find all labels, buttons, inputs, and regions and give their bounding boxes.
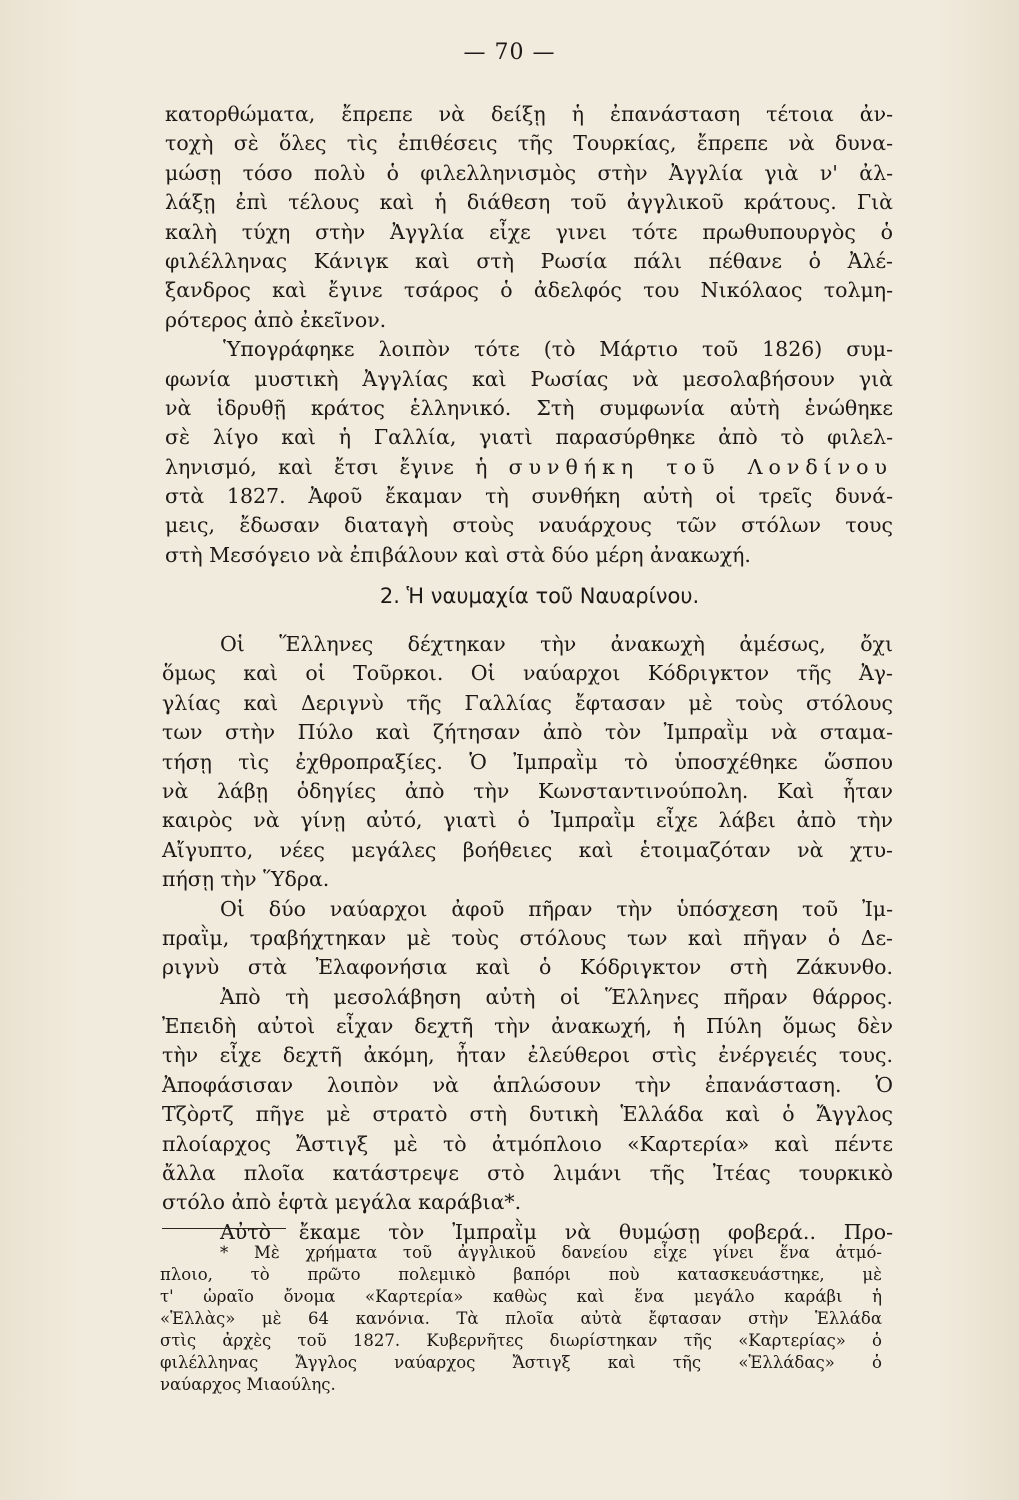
section-heading: 2. Ἡ ναυμαχία τοῦ Ναυαρίνου. <box>379 584 700 608</box>
text-line: φωνία μυστικὴ Ἀγγλίας καὶ Ρωσίας νὰ μεσολαβήσουν γιὰ <box>165 366 893 391</box>
text-line: πραῒμ, τραβήχτηκαν μὲ τοὺς στόλους των καὶ πῆγαν ὁ Δε- <box>162 925 893 950</box>
text-line: κατορθώματα, ἔπρεπε νὰ δείξῃ ἡ ἐπανάσταση τέτοια ἀν- <box>165 102 893 126</box>
text-line: νὰ ἱδρυθῇ κράτος ἑλληνικό. Στὴ συμφωνία αὐτὴ ἑνώθηκε <box>165 395 893 420</box>
text-line: ρότερος ἀπὸ ἐκεῖνον. <box>165 307 387 332</box>
text-line: Οἱ δύο ναύαρχοι ἀφοῦ πῆραν τὴν ὑπόσχεση τοῦ Ἰμ- <box>220 896 893 921</box>
section-text-block <box>162 630 893 1247</box>
text-line: γλίας καὶ Δεριγνὺ τῆς Γαλλίας ἔφτασαν μὲ τοὺς στόλους <box>162 690 893 715</box>
text-line: φιλέλληνας Κάνιγκ καὶ στὴ Ρωσία πάλι πέθανε ὁ Ἀλέ- <box>165 248 893 273</box>
text-line: μώσῃ τόσο πολὺ ὁ φιλελληνισμὸς στὴν Ἀγγλία γιὰ ν' ἀλ- <box>165 160 893 185</box>
footnote <box>160 1242 882 1396</box>
text-line: πήσῃ τὴν Ὕδρα. <box>162 867 330 892</box>
footnote-line: πλοιο, τὸ πρῶτο πολεμικὸ βαπόρι ποὺ κατασκευάστηκε, μὲ <box>160 1265 882 1284</box>
footnote-line: φιλέλληνας Ἄγγλος ναύαρχος Ἄστιγξ καὶ τῆς «Ἑλλάδας» ὁ <box>160 1353 882 1372</box>
text-line: τὴν εἶχε δεχτῆ ἀκόμη, ἦταν ἐλεύθεροι στὶς ἐνέργειές τους. <box>162 1043 893 1068</box>
paragraph-3 <box>162 983 893 1218</box>
text-line-prefix: ληνισμό, καὶ ἔτσι ἔγινε ἡ <box>165 454 488 479</box>
text-line: Οἱ Ἕλληνες δέχτηκαν τὴν ἀνακωχὴ ἀμέσως, ὄχι <box>220 632 893 656</box>
treaty-name-spaced: συνθήκη τοῦ Λονδίνου <box>508 454 893 479</box>
text-line: καλὴ τύχη στὴν Ἀγγλία εἶχε γινει τότε πρωθυπουργὸς ὁ <box>165 219 893 244</box>
text-line: Ἀπὸ τὴ μεσολάβηση αὐτὴ οἱ Ἕλληνες πῆραν θάρρος. <box>220 984 893 1009</box>
text-line: Αἴγυπτο, νέες μεγάλες βοήθειες καὶ ἑτοιμαζόταν νὰ χτυ- <box>162 837 893 862</box>
text-line: νὰ λάβῃ ὁδηγίες ἀπὸ τὴν Κωνσταντινούπολη. Καὶ ἦταν <box>162 778 893 803</box>
footnote-line: στὶς ἀρχὲς τοῦ 1827. Κυβερνῆτες διωρίστηκαν τῆς «Καρτερίας» ὁ <box>160 1331 882 1350</box>
text-line: στὴ Μεσόγειο νὰ ἐπιβάλουν καὶ στὰ δύο μέρη ἀνακωχή. <box>165 542 751 567</box>
text-line: καιρὸς νὰ γίνῃ αὐτό, γιατὶ ὁ Ἰμπραῒμ εἶχε λάβει ἀπὸ τὴν <box>162 808 893 833</box>
intro-paragraph <box>165 100 893 335</box>
page-number: — 70 — <box>463 40 556 65</box>
text-line: Ἀποφάσισαν λοιπὸν νὰ ἁπλώσουν τὴν ἐπανάσταση. Ὁ <box>162 1072 893 1097</box>
footnote-line: * Μὲ χρήματα τοῦ ἀγγλικοῦ δανείου εἶχε γίνει ἕνα ἀτμό- <box>220 1243 882 1262</box>
text-line: τοχὴ σὲ ὅλες τὶς ἐπιθέσεις τῆς Τουρκίας, ἔπρεπε νὰ δυνα- <box>165 131 893 156</box>
footnote-line: «Ἑλλὰς» μὲ 64 κανόνια. Τὰ πλοῖα αὐτὰ ἔφτασαν στὴν Ἑλλάδα <box>160 1309 882 1328</box>
text-line: στόλο ἀπὸ ἑφτὰ μεγάλα καράβια*. <box>162 1190 522 1215</box>
text-line: πλοίαρχος Ἄστιγξ μὲ τὸ ἀτμόπλοιο «Καρτερία» καὶ πέντε <box>162 1131 893 1156</box>
text-line: ξανδρος καὶ ἔγινε τσάρος ὁ ἀδελφός του Νικόλαος τολμη- <box>165 278 893 303</box>
text-line: Αὐτὸ ἔκαμε τὸν Ἰμπραῒμ νὰ θυμώσῃ φοβερά.. Προ- <box>220 1219 893 1244</box>
text-line: ἄλλα πλοῖα κατάστρεψε στὸ λιμάνι τῆς Ἰτέας τουρκικὸ <box>162 1161 893 1186</box>
text-line: Ἐπειδὴ αὐτοὶ εἶχαν δεχτῆ τὴν ἀνακωχή, ἡ Πύλη ὅμως δὲν <box>162 1014 893 1039</box>
treaty-paragraph <box>165 335 893 570</box>
text-line: στὰ 1827. Ἀφοῦ ἔκαμαν τὴ συνθήκη αὐτὴ οἱ τρεῖς δυνά- <box>165 484 893 509</box>
text-line: λάξῃ ἐπὶ τέλους καὶ ἡ διάθεση τοῦ ἀγγλικοῦ κράτους. Γιὰ <box>165 190 893 215</box>
footnote-rule <box>162 1228 286 1229</box>
text-line: των στὴν Πύλο καὶ ζήτησαν ἀπὸ τὸν Ἰμπραῒμ νὰ σταμα- <box>162 720 893 745</box>
text-line: Τζὸρτζ πῆγε μὲ στρατὸ στὴ δυτικὴ Ἑλλάδα καὶ ὁ Ἄγγλος <box>162 1102 893 1127</box>
text-line: σὲ λίγο καὶ ἡ Γαλλία, γιατὶ παρασύρθηκε ἀπὸ τὸ φιλελ- <box>165 425 893 450</box>
footnote-line: τ' ὡραῖο ὄνομα «Καρτερία» καθὼς καὶ ἕνα μεγάλο καράβι ἡ <box>160 1287 882 1306</box>
text-line: Ὑπογράφηκε λοιπὸν τότε (τὸ Μάρτιο τοῦ 1826) συμ- <box>223 337 893 362</box>
text-line: τήσῃ τὶς ἐχθροπραξίες. Ὁ Ἰμπραῒμ τὸ ὑποσχέθηκε ὥσπου <box>162 749 893 774</box>
text-line: ριγνὺ στὰ Ἐλαφονήσια καὶ ὁ Κόδριγκτον στὴ Ζάκυνθο. <box>162 955 893 980</box>
footnote-line: ναύαρχος Μιαούλης. <box>160 1375 336 1394</box>
paragraph-2 <box>162 895 893 983</box>
text-line: μεις, ἔδωσαν διαταγὴ στοὺς ναυάρχους τῶν στόλων τους <box>165 513 893 538</box>
paragraph-1 <box>162 630 893 895</box>
main-text-block <box>165 100 893 570</box>
text-line-treaty <box>165 453 893 482</box>
text-line: ὅμως καὶ οἱ Τοῦρκοι. Οἱ ναύαρχοι Κόδριγκτον τῆς Ἀγ- <box>162 661 893 686</box>
